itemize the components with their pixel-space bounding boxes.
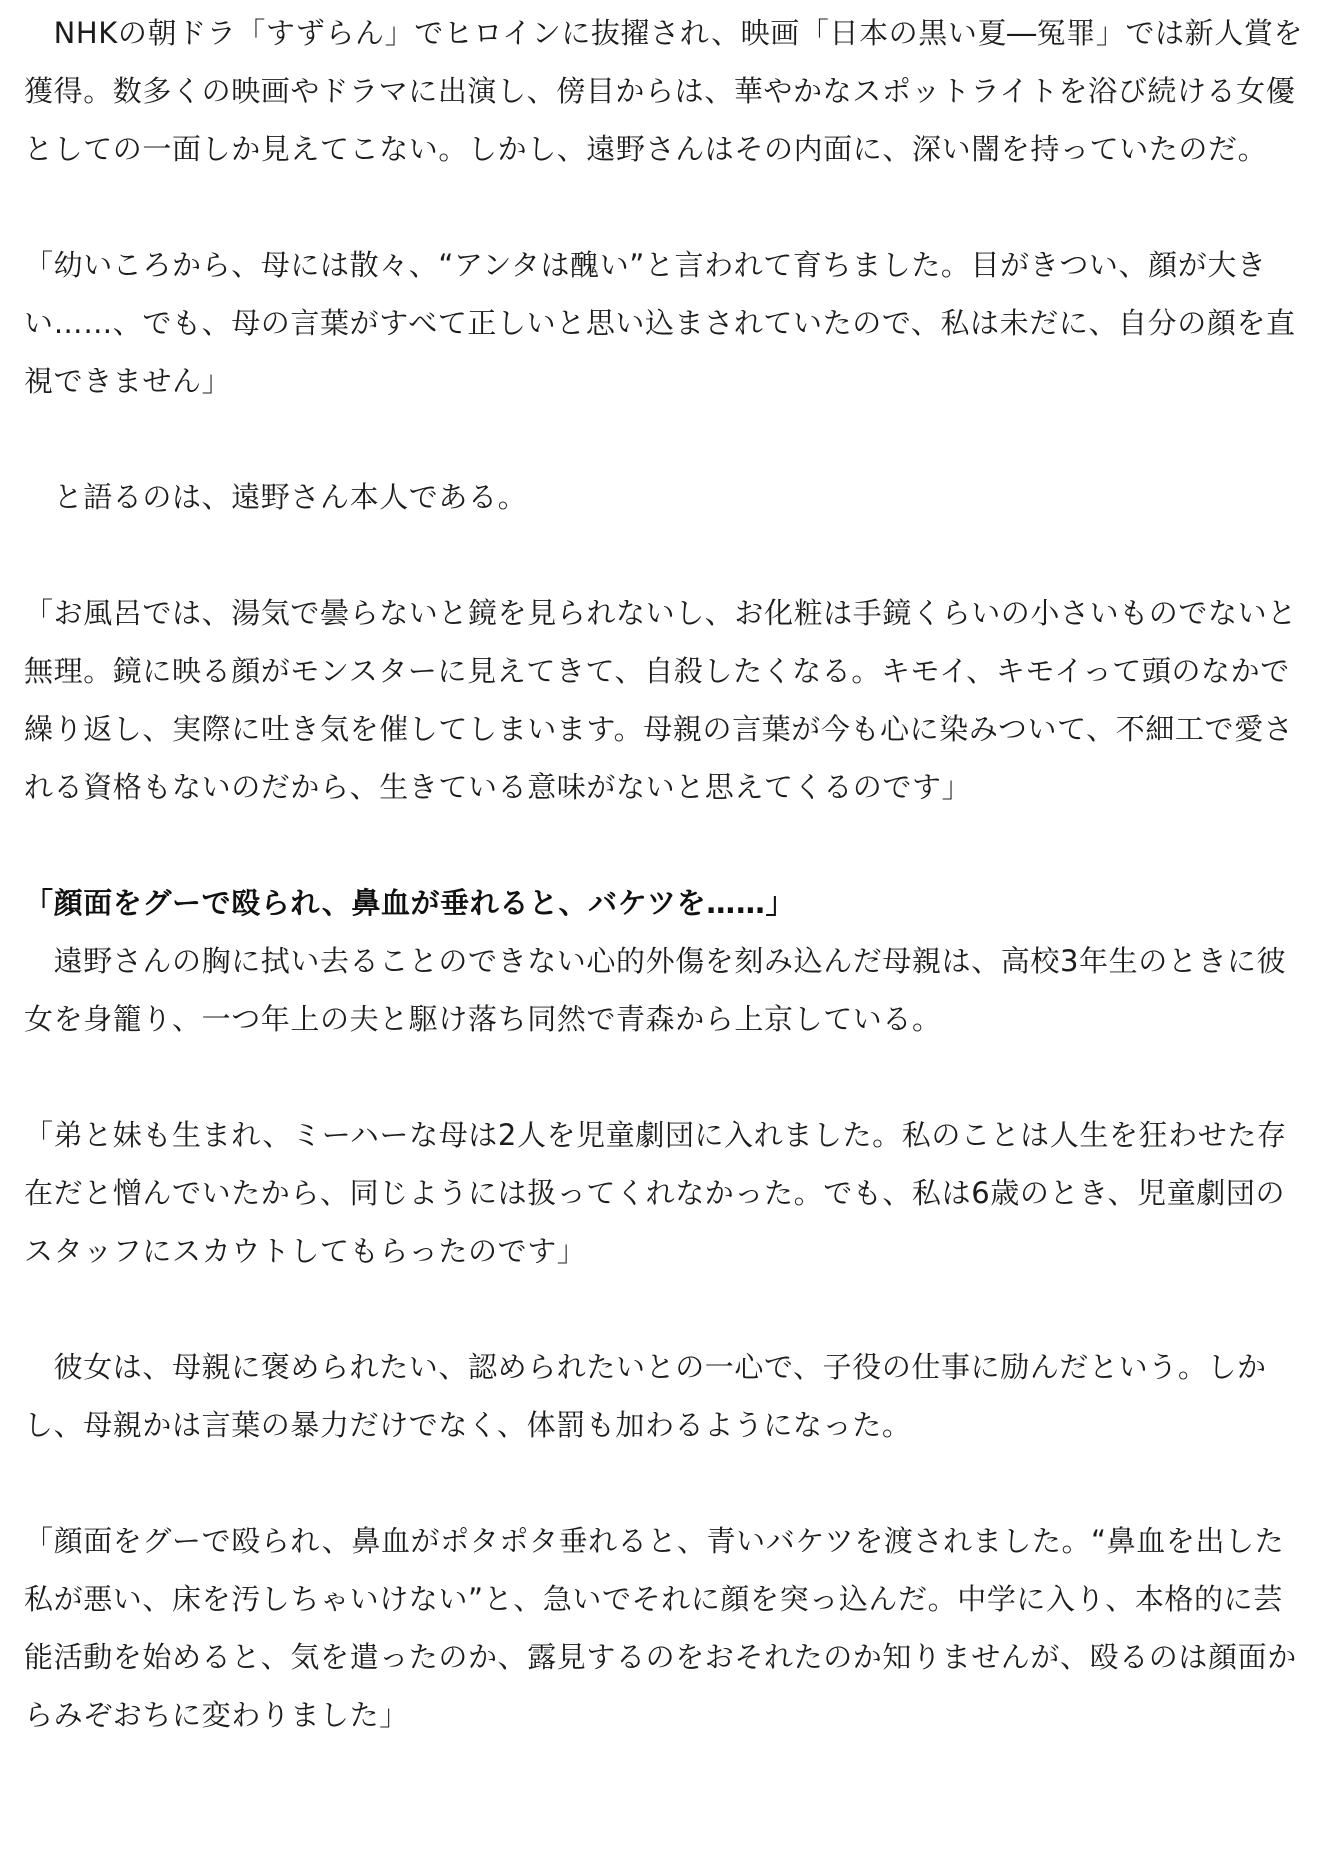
- paragraph-gap: [24, 1454, 1304, 1512]
- quote-mother-words: 「幼いころから、母には散々、“アンタは醜い”と言われて育ちました。目がきつい、顔が大きい……、でも、母の言葉がすべて正しいと思い込まされていたので、私は未だに、自分の顔を直視できません」: [24, 248, 1296, 398]
- paragraph-gap: [24, 1280, 1304, 1338]
- paragraph-gap: [24, 410, 1304, 468]
- paragraph-intro: NHKの朝ドラ「すずらん」でヒロインに抜擢され、映画「日本の黒い夏―冤罪」では新人賞を獲得。数多くの映画やドラマに出演し、傍目からは、華やかなスポットライトを浴び続ける女優としての一面しか見えてこない。しかし、遠野さんはその内面に、深い闇を持っていたのだ。: [24, 16, 1304, 166]
- paragraph-speaker: と語るのは、遠野さん本人である。: [24, 480, 528, 514]
- quote-mirror: 「お風呂では、湯気で曇らないと鏡を見られないし、お化粧は手鏡くらいの小さいものでないと無理。鏡に映る顔がモンスターに見えてきて、自殺したくなる。キモイ、キモイって頭のなかで繰り返し、実際に吐き気を催してしまいます。母親の言葉が今も心に染みついて、不細工で愛される資格もないのだから、生きている意味がないと思えてくるのです」: [24, 596, 1297, 804]
- paragraph-gap: [24, 178, 1304, 236]
- quote-theatre-troupe: 「弟と妹も生まれ、ミーハーな母は2人を児童劇団に入れました。私のことは人生を狂わせた存在だと憎んでいたから、同じようには扱ってくれなかった。でも、私は6歳のとき、児童劇団のスタッフにスカウトしてもらったのです」: [24, 1118, 1287, 1268]
- paragraph-gap: [24, 526, 1304, 584]
- article-body: [24, 4, 1304, 1744]
- paragraph-mother-background: 遠野さんの胸に拭い去ることのできない心的外傷を刻み込んだ母親は、高校3年生のときに彼女を身籠り、一つ年上の夫と駆け落ち同然で青森から上京している。: [24, 944, 1287, 1036]
- quote-bucket: 「顔面をグーで殴られ、鼻血がポタポタ垂れると、青いバケツを渡されました。“鼻血を出した私が悪い、床を汚しちゃいけない”と、急いでそれに顔を突っ込んだ。中学に入り、本格的に芸能活動を始めると、気を遣ったのか、露見するのをおそれたのか知りませんが、殴るのは顔面からみぞおちに変わりました」: [24, 1524, 1297, 1732]
- paragraph-child-actor: 彼女は、母親に褒められたい、認められたいとの一心で、子役の仕事に励んだという。しかし、母親かは言葉の暴力だけでなく、体罰も加わるようになった。: [24, 1350, 1267, 1442]
- section-heading: 「顔面をグーで殴られ、鼻血が垂れると、バケツを……」: [24, 886, 796, 920]
- paragraph-gap: [24, 816, 1304, 874]
- paragraph-gap: [24, 1048, 1304, 1106]
